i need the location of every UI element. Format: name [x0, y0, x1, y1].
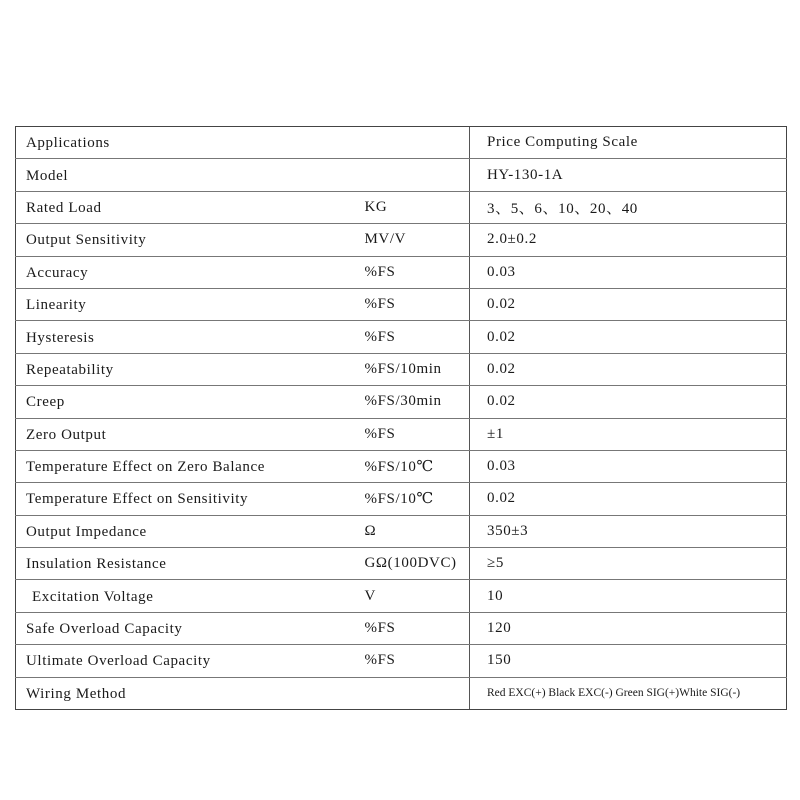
- value-cell: 10: [470, 580, 787, 612]
- param-label: Linearity: [16, 288, 353, 320]
- param-label: Accuracy: [16, 256, 353, 288]
- unit-cell: Ω: [353, 515, 470, 547]
- table-row: [16, 256, 787, 288]
- table-row: [16, 288, 787, 320]
- unit-cell: [353, 677, 470, 709]
- table-row: [16, 353, 787, 385]
- value-cell: HY-130-1A: [470, 159, 787, 191]
- param-label: Applications: [16, 127, 353, 159]
- unit-cell: [353, 127, 470, 159]
- value-cell: 120: [470, 612, 787, 644]
- param-label: Output Sensitivity: [16, 224, 353, 256]
- table-row: [16, 580, 787, 612]
- value-cell: 350±3: [470, 515, 787, 547]
- unit-cell: MV/V: [353, 224, 470, 256]
- table-row: [16, 515, 787, 547]
- unit-cell: GΩ(100DVC): [353, 548, 470, 580]
- table-row: [16, 321, 787, 353]
- unit-cell: KG: [353, 191, 470, 223]
- unit-cell: %FS: [353, 612, 470, 644]
- value-cell: ±1: [470, 418, 787, 450]
- value-cell: 0.03: [470, 450, 787, 482]
- param-label: Excitation Voltage: [16, 580, 353, 612]
- table-row: [16, 159, 787, 191]
- value-cell: 0.02: [470, 321, 787, 353]
- value-cell: 150: [470, 645, 787, 677]
- table-row: [16, 386, 787, 418]
- value-cell: 0.02: [470, 353, 787, 385]
- unit-cell: %FS: [353, 288, 470, 320]
- table-row: [16, 483, 787, 515]
- param-label: Repeatability: [16, 353, 353, 385]
- unit-cell: %FS/10min: [353, 353, 470, 385]
- param-label: Creep: [16, 386, 353, 418]
- value-cell: 0.02: [470, 483, 787, 515]
- unit-cell: %FS: [353, 321, 470, 353]
- unit-cell: %FS: [353, 418, 470, 450]
- table-row: [16, 224, 787, 256]
- unit-cell: %FS/30min: [353, 386, 470, 418]
- param-label: Safe Overload Capacity: [16, 612, 353, 644]
- unit-cell: V: [353, 580, 470, 612]
- param-label: Hysteresis: [16, 321, 353, 353]
- unit-cell: %FS/10℃: [353, 450, 470, 482]
- table-row: [16, 645, 787, 677]
- value-cell: ≥5: [470, 548, 787, 580]
- value-cell: 2.0±0.2: [470, 224, 787, 256]
- unit-cell: %FS/10℃: [353, 483, 470, 515]
- spec-table: [15, 126, 787, 710]
- table-row: [16, 191, 787, 223]
- param-label: Rated Load: [16, 191, 353, 223]
- param-label: Model: [16, 159, 353, 191]
- param-label: Insulation Resistance: [16, 548, 353, 580]
- unit-cell: %FS: [353, 645, 470, 677]
- table-row: [16, 127, 787, 159]
- table-row: [16, 548, 787, 580]
- unit-cell: %FS: [353, 256, 470, 288]
- param-label: Zero Output: [16, 418, 353, 450]
- param-label: Ultimate Overload Capacity: [16, 645, 353, 677]
- table-row: [16, 612, 787, 644]
- value-cell: 0.02: [470, 288, 787, 320]
- value-cell: 0.02: [470, 386, 787, 418]
- unit-cell: [353, 159, 470, 191]
- table-row: [16, 450, 787, 482]
- table-row: [16, 677, 787, 709]
- param-label: Output Impedance: [16, 515, 353, 547]
- param-label: Temperature Effect on Sensitivity: [16, 483, 353, 515]
- table-row: [16, 418, 787, 450]
- value-cell: 0.03: [470, 256, 787, 288]
- value-cell: Price Computing Scale: [470, 127, 787, 159]
- param-label: Temperature Effect on Zero Balance: [16, 450, 353, 482]
- value-cell: Red EXC(+) Black EXC(-) Green SIG(+)White SIG(-): [470, 677, 787, 709]
- param-label: Wiring Method: [16, 677, 353, 709]
- value-cell: 3、5、6、10、20、40: [470, 191, 787, 223]
